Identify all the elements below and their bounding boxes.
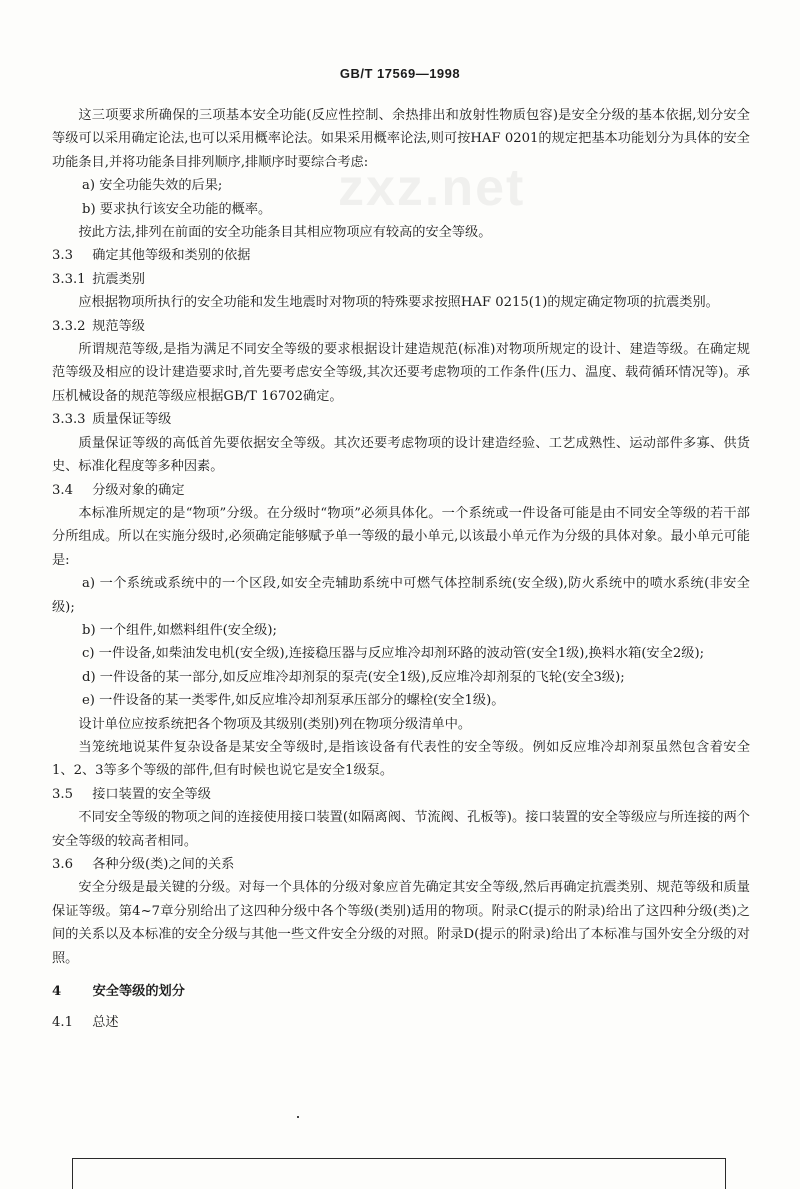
list-item: b) 一个组件,如燃料组件(安全级);: [82, 622, 277, 638]
section-number: 4: [52, 984, 62, 1000]
list-item: d) 一件设备的某一部分,如反应堆冷却剂泵的泵壳(安全1级),反应堆冷却剂泵的飞轮(安全3级);: [82, 669, 625, 685]
section-title: 总述: [92, 1015, 119, 1031]
section-3-3-3-heading: [52, 408, 750, 431]
document-body: [52, 104, 750, 1035]
section-3-3-heading: [52, 244, 750, 267]
section-title: 安全等级的划分: [92, 984, 185, 1000]
section-3-4-text: 本标准所规定的是“物项”分级。在分级时“物项”必须具体化。一个系统或一件设备可能是由不同安全等级的若干部分所组成。所以在实施分级时,必须确定能够赋予单一等级的最小单元,以该最小单元作为分级的具体对象。最小单元可能是:: [52, 505, 750, 568]
section-number: 3.4: [52, 482, 73, 498]
page-header: GB/T 17569—1998: [339, 66, 461, 81]
section-number: 3.3.2: [52, 318, 86, 334]
section-title: 接口装置的安全等级: [92, 786, 211, 802]
section-number: 4.1: [52, 1015, 73, 1031]
table-frame-top: [72, 1158, 726, 1189]
section-number: 3.6: [52, 857, 73, 872]
list-item-b: b) 要求执行该安全功能的概率。: [82, 201, 272, 217]
section-4-1-heading: [52, 1011, 750, 1034]
section-number: 3.5: [52, 786, 73, 802]
section-title: 抗震类别: [92, 271, 145, 287]
section-number: 3.3: [52, 248, 73, 264]
section-3-3-2-text: 所谓规范等级,是指为满足不同安全等级的要求根据设计建造规范(标准)对物项所规定的设计、建造等级。在确定规范等级及相应的设计建造要求时,首先要考虑安全等级,其次还要考虑物项的工作条件(压力、温度、载荷循环情况等)。承压机械设备的规范等级应根据GB/T 16702确定。: [52, 342, 750, 404]
section-3-3-2-heading: [52, 315, 750, 338]
section-3-4-heading: [52, 479, 750, 502]
section-3-5-heading: [52, 783, 750, 806]
section-title: 质量保证等级: [92, 412, 172, 428]
section-3-6-text: 安全分级是最关键的分级。对每一个具体的分级对象应首先确定其安全等级,然后再确定抗震类别、规范等级和质量保证等级。第4~7章分别给出了这四种分级中各个等级(类别)适用的物项。附录C(提示的附录)给出了这四种分级(类)之间的关系以及本标准的安全分级与其他一些文件安全分级的对照。附录D(提示的附录)给出了本标准与国外安全分级的对照。: [52, 880, 750, 966]
speck: [297, 1116, 299, 1118]
section-number: 3.3.1: [52, 271, 86, 287]
section-3-6-heading: [52, 853, 750, 876]
list-item: c) 一件设备,如柴油发电机(安全级),连接稳压器与反应堆冷却剂环路的波动管(安全1级),换料水箱(安全2级);: [82, 646, 705, 662]
paragraph-intro: 这三项要求所确保的三项基本安全功能(反应性控制、余热排出和放射性物质包容)是安全分级的基本依据,划分安全等级可以采用确定论法,也可以采用概率论法。如果采用概率论法,则可按HAF 0201的规定把基本功能划分为具体的安全功能条目,并将功能条目排列顺序,排顺序时要综合考虑:: [52, 108, 750, 170]
section-3-4-text-2: 设计单位应按系统把各个物项及其级别(类别)列在物项分级清单中。: [78, 716, 472, 732]
paragraph-order: 按此方法,排列在前面的安全功能条目其相应物项应有较高的安全等级。: [78, 225, 492, 241]
section-3-5-text: 不同安全等级的物项之间的连接使用接口装置(如隔离阀、节流阀、孔板等)。接口装置的安全等级应与所连接的两个安全等级的较高者相同。: [52, 810, 750, 849]
section-title: 各种分级(类)之间的关系: [92, 857, 235, 872]
list-item: e) 一件设备的某一类零件,如反应堆冷却剂泵承压部分的螺栓(安全1级)。: [82, 693, 505, 709]
section-4-heading: [52, 980, 750, 1003]
section-title: 规范等级: [92, 318, 145, 334]
section-3-3-1-heading: [52, 268, 750, 291]
list-item-a: a) 安全功能失效的后果;: [82, 178, 223, 194]
section-number: 3.3.3: [52, 412, 86, 428]
section-3-3-3-text: 质量保证等级的高低首先要依据安全等级。其次还要考虑物项的设计建造经验、工艺成熟性、运动部件多寡、供货史、标准化程度等多种因素。: [52, 435, 750, 475]
watermark: zxz.net: [338, 159, 526, 217]
section-3-3-1-text: 应根据物项所执行的安全功能和发生地震时对物项的特殊要求按照HAF 0215(1)的规定确定物项的抗震类别。: [78, 295, 719, 311]
list-item: a) 一个系统或系统中的一个区段,如安全壳辅助系统中可燃气体控制系统(安全级),防火系统中的喷水系统(非安全级);: [52, 576, 750, 615]
section-3-4-text-3: 当笼统地说某件复杂设备是某安全等级时,是指该设备有代表性的安全等级。例如反应堆冷却剂泵虽然包含着安全1、2、3等多个等级的部件,但有时候也说它是安全1级泵。: [52, 739, 750, 779]
section-title: 确定其他等级和类别的依据: [92, 248, 251, 264]
section-title: 分级对象的确定: [92, 482, 185, 498]
